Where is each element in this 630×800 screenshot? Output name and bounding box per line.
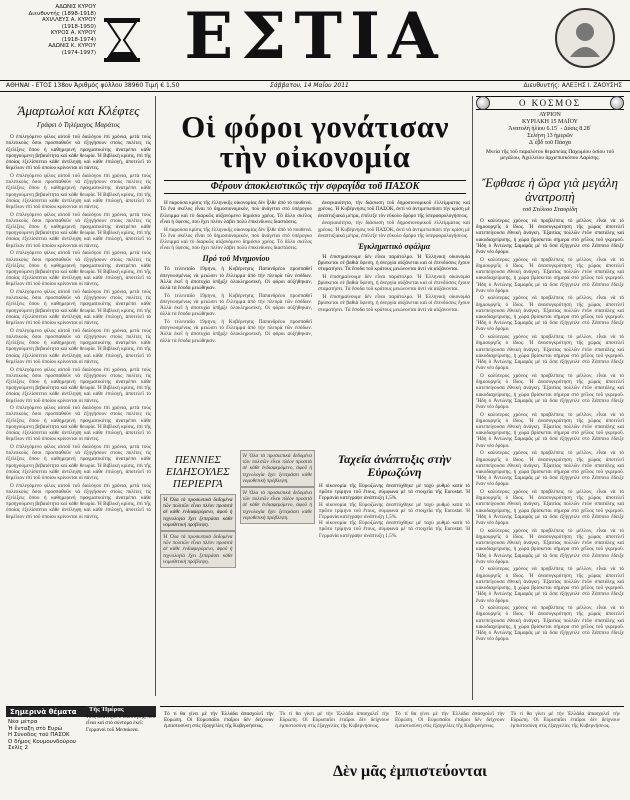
right-article-body-cont: Ο καλύτερος χρόνος νὰ προβλέπεις τὸ μέλλον, εἶναι νὰ τὸ δημιουργεῖς ὁ ἴδιος. Ἡ ἀνασυγκρότηση τῆς χώρας ἀποτελεῖ κατεπείγουσα ἐθνικὴ ἀνάγκη. Ἐξαιτίας πολλῶν ἐτῶν σπατάλης καὶ κακοδιαχείρισης, ἡ χώρα βρίσκεται σήμερα στὸ χεῖλος τοῦ γκρεμοῦ. Ἤδη ὁ Ἀντώνης Σαμαρᾶς μὲ τὰ ὅσα ἐξήγγειλε στὸ Ζάππειο ἔδειξε ἕναν νέο δρόμο. xyxy=(476,411,624,449)
founder-line: ΑΧΙΛΛΕΥΣ Α. ΚΥΡΟΥ xyxy=(42,17,96,23)
masthead xyxy=(0,0,630,80)
main-text-d-cont: Ἡ ἐπισημαίνουμε δὲν εἶναι παράτολμο. Ἡ Ἑλληνικὴ οἰκονομία βρίσκεται σὲ βαθιὰ ὕφεση, ἡ ἀνεργία αὐξάνεται καὶ οἱ ἐπενδύσεις ἔχουν σταματήσει. Τὰ ἔσοδα τοῦ κράτους μειώνονται ἀντὶ νὰ αὐξάνονται. xyxy=(318,274,470,293)
main-headline: Οἱ φόροι γονάτισαν τὴν οἰκονομία xyxy=(181,109,449,174)
eurozone-body-cont: Η οἰκονομία τῆς Εὐρωζώνης ἀναπτύχθηκε μὲ ταχὺ ρυθμὸ κατὰ τὸ πρῶτο τρίμηνο τοῦ ἔτους, σύμφωνα μὲ τὰ στοιχεῖα τῆς Eurostat. Ἡ Γερμανία κατέγραψε ἀνάπτυξη 1,5%. xyxy=(319,520,470,539)
bottom-col: Τὸ τί θα γίνει μὲ τὴν Ἑλλάδα ἀπασχολεῖ τὴν Εὐρώπη. Οἱ Εὐρωπαῖοι ἐταῖροι δὲν δείχνουν ἐμπιστοσύνη στὶς ἐξαγγελίες τῆς Κυβερνήσεως. xyxy=(510,711,620,730)
main-article xyxy=(160,96,470,345)
eurozone-story xyxy=(319,450,470,568)
periergeia-title: ΠΕΝΝΙΕΣ ΕΙΔΗΣΟΥΛΕΣ ΠΕΡΙΕΡΓΑ xyxy=(165,454,230,490)
day-box-body: Τοὺς ἀπάντησε ὁ ἰδιοκτήτης, ποὺ εἶναι καὶ στὸ σύντομα ἐκεῖ: Γερμανοὶ τοῦ Μεσαίωνα. xyxy=(86,714,156,733)
eurozone-body-cont: Η οἰκονομία τῆς Εὐρωζώνης ἀναπτύχθηκε μὲ ταχὺ ρυθμὸ κατὰ τὸ πρῶτο τρίμηνο τοῦ ἔτους, σύμφωνα μὲ τὰ στοιχεῖα τῆς Eurostat. Ἡ Γερμανία κατέγραψε ἀνάπτυξη 1,5%. xyxy=(319,501,470,521)
right-article-body-cont: Ο καλύτερος χρόνος νὰ προβλέπεις τὸ μέλλον, εἶναι νὰ τὸ δημιουργεῖς ὁ ἴδιος. Ἡ ἀνασυγκρότηση τῆς χώρας ἀποτελεῖ κατεπείγουσα ἐθνικὴ ἀνάγκη. Ἐξαιτίας πολλῶν ἐτῶν σπατάλης καὶ κακοδιαχείρισης, ἡ χώρα βρίσκεται σήμερα στὸ χεῖλος τοῦ γκρεμοῦ. Ἤδη ὁ Ἀντώνης Σαμαρᾶς μὲ τὰ ὅσα ἐξήγγειλε στὸ Ζάππειο ἔδειξε ἕναν νέο δρόμο. xyxy=(476,527,624,565)
main-text-a-cont: Η παρούσα κρίσις τῆς ἑλληνικῆς οἰκονομίας δὲν ἦλθε ἀπὸ τὸ πουθενά. Τὸ ἕνα σκέλος εἶναι τὸ δημοσιονομικόν, ποὺ ἀνάγεται στὸ ὑπέρογκο ἔλλειμμα καὶ τὸ διαρκῶς αὐξανόμενο δημόσιο χρέος. Τὸ ἄλλο σκέλος εἶναι ἡ ὕφεσις, ποὺ ἔχει πλέον λάβει πολὺ ἐπικίνδυνες διαστάσεις. xyxy=(160,226,312,252)
sun-icon xyxy=(476,96,490,110)
left-article-body-cont: Ο ἐπιλεγόμενο φίλος αὐτοῦ τοῦ διαλόγου ἐπὶ χρόνια, μετὰ τοὺς πολιτικοὺς ὅσοι προσπαθοῦν νὰ ἐξηγήσουν στοὺς πολίτες τὶς ἐξελίξεις ὅπου ἡ καθημερινὴ πραγματικότης ἀνατρέπει κάθε προηγούμενη βεβαιότητα καὶ κάθε θεωρία. Ἡ Βιβλική κρίσις, ἐπὶ τῆς ὁποίας ἐξελίσσεται κάθε ἀντίληψη καὶ κάθε ἐπιλογή, ἀποτελεῖ τὸ θεμέλιον ἐπὶ τοῦ ὁποίου κρίνονται οἱ πάντες. xyxy=(6,327,151,365)
bottom-col: Τὸ τί θα γίνει μὲ τὴν Ἑλλάδα ἀπασχολεῖ τὴν Εὐρώπη. Οἱ Εὐρωπαῖοι ἐταῖροι δὲν δείχνουν ἐμπιστοσύνη στὶς ἐξαγγελίες τῆς Κυβερνήσεως. xyxy=(395,711,505,730)
issue-number: ΑΘΗΝΑΙ - ΕΤΟΣ 138ον Άριθμός φύλλου 38960 Τιμή € 1,50 xyxy=(6,82,180,89)
periergeia-body-cont: Ἡ Ὁλα τὰ προσωπικὰ δεδομένα τῶν πολιτῶν εἶναι πλέον προσιτὰ σὲ κάθε ἐνδιαφερόμενο, ἀφοῦ ἡ τεχνολογία ἔχει ξεπεράσει κάθε νομοθετικὴ πρόβλεψη. xyxy=(160,531,236,568)
section-error-heading: Ἐγκληματικὸ σφάλμα xyxy=(357,241,431,251)
moon-icon xyxy=(610,96,624,110)
periergeia-box xyxy=(160,450,236,568)
main-text-a: Η παρούσα κρίσις τῆς ἑλληνικῆς οἰκονομίας δὲν ἦλθε ἀπὸ τὸ πουθενά. Τὸ ἕνα σκέλος εἶναι τὸ δημοσιονομικόν, ποὺ ἀνάγεται στὸ ὑπέρογκο ἔλλειμμα καὶ τὸ διαρκῶς αὐξανόμενο δημόσιο χρέος. Τὸ ἄλλο σκέλος εἶναι ἡ ὕφεσις, ποὺ ἔχει πλέον λάβει πολὺ ἐπικίνδυνες διαστάσεις. xyxy=(160,200,312,225)
kosmos-date-line: ΑΥΡΙΟΝ xyxy=(539,112,561,118)
editor-name: Διευθυντής: ΑΛΕΞΗΣ Ι. ΖΑΟΥΣΗΣ xyxy=(523,82,622,89)
right-article-body-cont: Ο καλύτερος χρόνος νὰ προβλέπεις τὸ μέλλον, εἶναι νὰ τὸ δημιουργεῖς ὁ ἴδιος. Ἡ ἀνασυγκρότηση τῆς χώρας ἀποτελεῖ κατεπείγουσα ἐθνικὴ ἀνάγκη. Ἐξαιτίας πολλῶν ἐτῶν σπατάλης καὶ κακοδιαχείρισης, ἡ χώρα βρίσκεται σήμερα στὸ χεῖλος τοῦ γκρεμοῦ. Ἤδη ὁ Ἀντώνης Σαμαρᾶς μὲ τὰ ὅσα ἐξήγγειλε στὸ Ζάππειο ἔδειξε ἕναν νέο δρόμο. xyxy=(476,450,624,488)
issue-date: Σάββατον, 14 Μαΐου 2011 xyxy=(270,82,349,89)
periergeia-body: Ἡ Ὁλα τὰ προσωπικὰ δεδομένα τῶν πολιτῶν εἶναι πλέον προσιτὰ σὲ κάθε ἐνδιαφερόμενο, ἀφοῦ ἡ τεχνολογία ἔχει ξεπεράσει κάθε νομοθετικὴ πρόβλεψη. xyxy=(160,494,236,531)
kosmos-date-line: Ἀνατολὴ ἡλίου 6.15΄ - Δύσις 8.28΄ xyxy=(508,126,592,132)
left-article-body-cont: Ο ἐπιλεγόμενο φίλος αὐτοῦ τοῦ διαλόγου ἐπὶ χρόνια, μετὰ τοὺς πολιτικοὺς ὅσοι προσπαθοῦν νὰ ἐξηγήσουν στοὺς πολίτες τὶς ἐξελίξεις ὅπου ἡ καθημερινὴ πραγματικότης ἀνατρέπει κάθε προηγούμενη βεβαιότητα καὶ κάθε θεωρία. Ἡ Βιβλική κρίσις, ἐπὶ τῆς ὁποίας ἐξελίσσεται κάθε ἀντίληψη καὶ κάθε ἐπιλογή, ἀποτελεῖ τὸ θεμέλιον ἐπὶ τοῦ ὁποίου κρίνονται οἱ πάντες. xyxy=(6,443,151,481)
founder-line: (1918-1950) xyxy=(61,23,96,30)
main-text-b: Τὸ τελευταῖο 19μηνο, ἡ Κυβέρνησις Παπανδρέου προσπαθεῖ ἀπεγνωσμένως νὰ μειώσει τὸ ἔλλειμμα ἀπὸ τὴν πλευρὰ τῶν ἐσόδων. Ἀλλὰ ἐκεῖ ἡ ἀποτυχία ὑπῆρξε ὁλοκληρωτική. Οἱ φόροι αὐξήθηκαν, ἀλλὰ τὰ ἔσοδα μειώθηκαν. xyxy=(160,266,312,291)
main-subheadline: Φέρουν ἀποκλειστικῶς τὴν σφραγίδα τοῦ ΠΑΣΟΚ xyxy=(164,180,466,194)
main-text-b-cont: Τὸ τελευταῖο 19μηνο, ἡ Κυβέρνησις Παπανδρέου προσπαθεῖ ἀπεγνωσμένως νὰ μειώσει τὸ ἔλλειμμα ἀπὸ τὴν πλευρὰ τῶν ἐσόδων. Ἀλλὰ ἐκεῖ ἡ ἀποτυχία ὑπῆρξε ὁλοκληρωτική. Οἱ φόροι αὐξήθηκαν, ἀλλὰ τὰ ἔσοδα μειώθηκαν. xyxy=(160,318,312,344)
left-article-body-cont: Ο ἐπιλεγόμενο φίλος αὐτοῦ τοῦ διαλόγου ἐπὶ χρόνια, μετὰ τοὺς πολιτικοὺς ὅσοι προσπαθοῦν νὰ ἐξηγήσουν στοὺς πολίτες τὶς ἐξελίξεις ὅπου ἡ καθημερινὴ πραγματικότης ἀνατρέπει κάθε προηγούμενη βεβαιότητα καὶ κάθε θεωρία. Ἡ Βιβλική κρίσις, ἐπὶ τῆς ὁποίας ἐξελίσσεται κάθε ἀντίληψη καὶ κάθε ἐπιλογή, ἀποτελεῖ τὸ θεμέλιον ἐπὶ τοῦ ὁποίου κρίνονται οἱ πάντες. xyxy=(6,405,151,443)
kosmos-date-line: ΚΥΡΙΑΚΗ 15 ΜΑΪΟΥ xyxy=(521,119,579,125)
eurozone-headline: Ταχεῖα ἀνάπτυξις στὴν Εὐρωζώνη xyxy=(337,452,452,479)
bottom-story-columns xyxy=(164,711,620,730)
issue-info-bar xyxy=(0,80,630,92)
bottom-col: Τὸ τί θα γίνει μὲ τὴν Ἑλλάδα ἀπασχολεῖ τὴν Εὐρώπη. Οἱ Εὐρωπαῖοι ἐταῖροι δὲν δείχνουν ἐμπιστοσύνη στὶς ἐξαγγελίες τῆς Κυβερνήσεως. xyxy=(279,711,389,730)
topic-item[interactable]: Σελὶς 2 xyxy=(8,745,29,752)
periergeia-box-2 xyxy=(240,450,316,568)
kosmos-title: Ο ΚΟΣΜΟΣ xyxy=(518,97,582,108)
kosmos-date-line: Δ΄ἑβδ τοῦ Πάσχα xyxy=(528,140,572,146)
main-text-d-cont: Ἡ ἐπισημαίνουμε δὲν εἶναι παράτολμο. Ἡ Ἑλληνικὴ οἰκονομία βρίσκεται σὲ βαθιὰ ὕφεση, ἡ ἀνεργία αὐξάνεται καὶ οἱ ἐπενδύσεις ἔχουν σταματήσει. Τὰ ἔσοδα τοῦ κράτους μειώνονται ἀντὶ νὰ αὐξάνονται. xyxy=(318,294,470,313)
left-article-byline: Γράφει ὁ Τηλέμαχος Μαράτος xyxy=(37,121,120,129)
left-article xyxy=(6,96,156,696)
topic-item[interactable]: Η Σύνοδος τοῦ ΠΑΣΟΚ xyxy=(8,732,70,739)
right-article-body-cont: Ο καλύτερος χρόνος νὰ προβλέπεις τὸ μέλλον, εἶναι νὰ τὸ δημιουργεῖς ὁ ἴδιος. Ἡ ἀνασυγκρότηση τῆς χώρας ἀποτελεῖ κατεπείγουσα ἐθνικὴ ἀνάγκη. Ἐξαιτίας πολλῶν ἐτῶν σπατάλης καὶ κακοδιαχείρισης, ἡ χώρα βρίσκεται σήμερα στὸ χεῖλος τοῦ γκρεμοῦ. Ἤδη ὁ Ἀντώνης Σαμαρᾶς μὲ τὰ ὅσα ἐξήγγειλε στὸ Ζάππειο ἔδειξε ἕναν νέο δρόμο. xyxy=(476,566,624,604)
eurozone-body: Η οἰκονομία τῆς Εὐρωζώνης ἀναπτύχθηκε μὲ ταχὺ ρυθμὸ κατὰ τὸ πρῶτο τρίμηνο τοῦ ἔτους, σύμφωνα μὲ τὰ στοιχεῖα τῆς Eurostat. Ἡ Γερμανία κατέγραψε ἀνάπτυξη 1,5%. xyxy=(319,483,470,502)
founder-line: Διευθυντής (1898-1918) xyxy=(28,10,96,17)
column-divider xyxy=(472,96,473,700)
anniversary-badge xyxy=(555,8,615,68)
founder-line: ΑΔΩΝΙΣ Κ. ΚΥΡΟΥ xyxy=(48,43,96,49)
sub-stories xyxy=(160,450,470,568)
topic-item[interactable]: Νέα μέτρα xyxy=(8,719,38,725)
right-article-byline: τοῦ Στέλιου Σταυρίδη xyxy=(522,205,578,213)
right-column xyxy=(476,96,624,644)
right-article-body-cont: Ο καλύτερος χρόνος νὰ προβλέπεις τὸ μέλλον, εἶναι νὰ τὸ δημιουργεῖς ὁ ἴδιος. Ἡ ἀνασυγκρότηση τῆς χώρας ἀποτελεῖ κατεπείγουσα ἐθνικὴ ἀνάγκη. Ἐξαιτίας πολλῶν ἐτῶν σπατάλης καὶ κακοδιαχείρισης, ἡ χώρα βρίσκεται σήμερα στὸ χεῖλος τοῦ γκρεμοῦ. Ἤδη ὁ Ἀντώνης Σαμαρᾶς μὲ τὰ ὅσα ἐξήγγειλε στὸ Ζάππειο ἔδειξε ἕναν νέο δρόμο. xyxy=(476,334,624,372)
main-text-d: Ἡ ἐπισημαίνουμε δὲν εἶναι παράτολμο. Ἡ Ἑλληνικὴ οἰκονομία βρίσκεται σὲ βαθιὰ ὕφεση, ἡ ἀνεργία αὐξάνεται καὶ οἱ ἐπενδύσεις ἔχουν σταματήσει. Τὰ ἔσοδα τοῦ κράτους μειώνονται ἀντὶ νὰ αὐξάνονται. xyxy=(318,253,470,273)
periergeia-body-cont: Ἡ Ὁλα τὰ προσωπικὰ δεδομένα τῶν πολιτῶν εἶναι πλέον προσιτὰ σὲ κάθε ἐνδιαφερόμενο, ἀφοῦ ἡ τεχνολογία ἔχει ξεπεράσει κάθε νομοθετικὴ πρόβλεψη. xyxy=(240,487,316,524)
kosmos-header xyxy=(476,96,624,110)
main-text-c: ἀναγκαιότητα, τὴν διάσωση τοῦ δημοσιονομικοῦ ἐλλείμματος καὶ χρέους. Ἡ Κυβέρνησις τοῦ ΠΑΣΟΚ, ἀντὶ νὰ ἀντιμετωπίσει τὴν κρίση μὲ ἀναπτυξιακὰ μέτρα, ἐπέλεξε τὸν εὔκολο δρόμο τῆς ὑπερφορολογήσεως. xyxy=(318,200,470,219)
left-article-body-cont: Ο ἐπιλεγόμενο φίλος αὐτοῦ τοῦ διαλόγου ἐπὶ χρόνια, μετὰ τοὺς πολιτικοὺς ὅσοι προσπαθοῦν νὰ ἐξηγήσουν στοὺς πολίτες τὶς ἐξελίξεις ὅπου ἡ καθημερινὴ πραγματικότης ἀνατρέπει κάθε προηγούμενη βεβαιότητα καὶ κάθε θεωρία. Ἡ Βιβλική κρίσις, ἐπὶ τῆς ὁποίας ἐξελίσσεται κάθε ἀντίληψη καὶ κάθε ἐπιλογή, ἀποτελεῖ τὸ θεμέλιον ἐπὶ τοῦ ὁποίου κρίνονται οἱ πάντες. xyxy=(6,366,151,404)
right-article-body-cont: Ο καλύτερος χρόνος νὰ προβλέπεις τὸ μέλλον, εἶναι νὰ τὸ δημιουργεῖς ὁ ἴδιος. Ἡ ἀνασυγκρότηση τῆς χώρας ἀποτελεῖ κατεπείγουσα ἐθνικὴ ἀνάγκη. Ἐξαιτίας πολλῶν ἐτῶν σπατάλης καὶ κακοδιαχείρισης, ἡ χώρα βρίσκεται σήμερα στὸ χεῖλος τοῦ γκρεμοῦ. Ἤδη ὁ Ἀντώνης Σαμαρᾶς μὲ τὰ ὅσα ἐξήγγειλε στὸ Ζάππειο ἔδειξε ἕναν νέο δρόμο. xyxy=(476,295,624,333)
left-article-body: Ο ἐπιλεγόμενο φίλος αὐτοῦ τοῦ διαλόγου ἐπὶ χρόνια, μετὰ τοὺς πολιτικοὺς ὅσοι προσπαθοῦν νὰ ἐξηγήσουν στοὺς πολίτες τὶς ἐξελίξεις ὅπου ἡ καθημερινὴ πραγματικότης ἀνατρέπει κάθε προηγούμενη βεβαιότητα καὶ κάθε θεωρία. Ἡ Βιβλική κρίσις, ἐπὶ τῆς ὁποίας ἐξελίσσεται κάθε ἀντίληψη καὶ κάθε ἐπιλογή, ἀποτελεῖ τὸ θεμέλιον ἐπὶ τοῦ ὁποίου κρίνονται οἱ πάντες. xyxy=(6,134,151,172)
founder-line: (1918-1974) xyxy=(61,36,96,43)
portrait-icon xyxy=(560,13,610,63)
left-article-body-cont: Ο ἐπιλεγόμενο φίλος αὐτοῦ τοῦ διαλόγου ἐπὶ χρόνια, μετὰ τοὺς πολιτικοὺς ὅσοι προσπαθοῦν νὰ ἐξηγήσουν στοὺς πολίτες τὶς ἐξελίξεις ὅπου ἡ καθημερινὴ πραγματικότης ἀνατρέπει κάθε προηγούμενη βεβαιότητα καὶ κάθε θεωρία. Ἡ Βιβλική κρίσις, ἐπὶ τῆς ὁποίας ἐξελίσσεται κάθε ἀντίληψη καὶ κάθε ἐπιλογή, ἀποτελεῖ τὸ θεμέλιον ἐπὶ τοῦ ὁποίου κρίνονται οἱ πάντες. xyxy=(6,172,151,210)
founder-line: ΚΥΡΟΣ Α. ΚΥΡΟΥ xyxy=(50,30,96,36)
bottom-story xyxy=(160,706,624,800)
left-article-headline: Άμαρτωλοί και Κλέφτες xyxy=(17,103,140,118)
right-article-body-cont: Ο καλύτερος χρόνος νὰ προβλέπεις τὸ μέλλον, εἶναι νὰ τὸ δημιουργεῖς ὁ ἴδιος. Ἡ ἀνασυγκρότηση τῆς χώρας ἀποτελεῖ κατεπείγουσα ἐθνικὴ ἀνάγκη. Ἐξαιτίας πολλῶν ἐτῶν σπατάλης καὶ κακοδιαχείρισης, ἡ χώρα βρίσκεται σήμερα στὸ χεῖλος τοῦ γκρεμοῦ. Ἤδη ὁ Ἀντώνης Σαμαρᾶς μὲ τὰ ὅσα ἐξήγγειλε στὸ Ζάππειο ἔδειξε ἕναν νέο δρόμο. xyxy=(476,372,624,410)
section-memorandum-heading: Πρό τοῦ Μνημονίου xyxy=(202,254,270,264)
bottom-col: Τὸ τί θα γίνει μὲ τὴν Ἑλλάδα ἀπασχολεῖ τὴν Εὐρώπη. Οἱ Εὐρωπαῖοι ἐταῖροι δὲν δείχνουν ἐμπιστοσύνη στὶς ἐξαγγελίες τῆς Κυβερνήσεως. xyxy=(164,711,274,730)
right-article-body: Ο καλύτερος χρόνος νὰ προβλέπεις τὸ μέλλον, εἶναι νὰ τὸ δημιουργεῖς ὁ ἴδιος. Ἡ ἀνασυγκρότηση τῆς χώρας ἀποτελεῖ κατεπείγουσα ἐθνικὴ ἀνάγκη. Ἐξαιτίας πολλῶν ἐτῶν σπατάλης καὶ κακοδιαχείρισης, ἡ χώρα βρίσκεται σήμερα στὸ χεῖλος τοῦ γκρεμοῦ. Ἤδη ὁ Ἀντώνης Σαμαρᾶς μὲ τὰ ὅσα ἐξήγγειλε στὸ Ζάππειο ἔδειξε ἕναν νέο δρόμο. xyxy=(476,218,624,256)
kosmos-date-line: Σελήνη 13 ἡμερῶν xyxy=(527,133,573,139)
day-box-title: Τῆς Ἡμέρας xyxy=(86,706,156,714)
kosmos-note: Μνεία τῆς τοῦ παραλύτου θεραπείας Παχωμίου ὁσίου τοῦ μεγάλου, Ἀχιλλείου ἀρχιεπισκόπου Λαρίσης. xyxy=(485,149,615,162)
left-article-body-cont: Ο ἐπιλεγόμενο φίλος αὐτοῦ τοῦ διαλόγου ἐπὶ χρόνια, μετὰ τοὺς πολιτικοὺς ὅσοι προσπαθοῦν νὰ ἐξηγήσουν στοὺς πολίτες τὶς ἐξελίξεις ὅπου ἡ καθημερινὴ πραγματικότης ἀνατρέπει κάθε προηγούμενη βεβαιότητα καὶ κάθε θεωρία. Ἡ Βιβλική κρίσις, ἐπὶ τῆς ὁποίας ἐξελίσσεται κάθε ἀντίληψη καὶ κάθε ἐπιλογή, ἀποτελεῖ τὸ θεμέλιον ἐπὶ τοῦ ὁποίου κρίνονται οἱ πάντες. xyxy=(6,482,151,520)
topic-item[interactable]: Ἡ ἕνταξη στὸ Ευρώ xyxy=(8,725,63,732)
sub-story-columns xyxy=(160,450,470,568)
newspaper-title: ΕΣΤΙΑ xyxy=(184,0,446,74)
main-column-1 xyxy=(160,200,312,345)
periergeia-body-cont: Ἡ Ὁλα τὰ προσωπικὰ δεδομένα τῶν πολιτῶν εἶναι πλέον προσιτὰ σὲ κάθε ἐνδιαφερόμενο, ἀφοῦ ἡ τεχνολογία ἔχει ξεπεράσει κάθε νομοθετικὴ πρόβλεψη. xyxy=(240,450,316,487)
founder-line: ΑΔΩΝΙΣ ΚΥΡΟΥ xyxy=(55,4,96,10)
main-text-b-cont: Τὸ τελευταῖο 19μηνο, ἡ Κυβέρνησις Παπανδρέου προσπαθεῖ ἀπεγνωσμένως νὰ μειώσει τὸ ἔλλειμμα ἀπὸ τὴν πλευρὰ τῶν ἐσόδων. Ἀλλὰ ἐκεῖ ἡ ἀποτυχία ὑπῆρξε ὁλοκληρωτική. Οἱ φόροι αὐξήθηκαν, ἀλλὰ τὰ ἔσοδα μειώθηκαν. xyxy=(160,292,312,318)
hourglass-logo-icon xyxy=(96,14,148,66)
main-text-c-cont: ἀναγκαιότητα, τὴν διάσωση τοῦ δημοσιονομικοῦ ἐλλείμματος καὶ χρέους. Ἡ Κυβέρνησις τοῦ ΠΑΣΟΚ, ἀντὶ νὰ ἀντιμετωπίσει τὴν κρίση μὲ ἀναπτυξιακὰ μέτρα, ἐπέλεξε τὸν εὔκολο δρόμο τῆς ὑπερφορολογήσεως. xyxy=(318,220,470,239)
right-article-body-cont: Ο καλύτερος χρόνος νὰ προβλέπεις τὸ μέλλον, εἶναι νὰ τὸ δημιουργεῖς ὁ ἴδιος. Ἡ ἀνασυγκρότηση τῆς χώρας ἀποτελεῖ κατεπείγουσα ἐθνικὴ ἀνάγκη. Ἐξαιτίας πολλῶν ἐτῶν σπατάλης καὶ κακοδιαχείρισης, ἡ χώρα βρίσκεται σήμερα στὸ χεῖλος τοῦ γκρεμοῦ. Ἤδη ὁ Ἀντώνης Σαμαρᾶς μὲ τὰ ὅσα ἐξήγγειλε στὸ Ζάππειο ἔδειξε ἕναν νέο δρόμο. xyxy=(476,605,624,643)
founder-line: (1974-1997) xyxy=(61,49,96,56)
topic-item[interactable]: Ο δήμος Κουμουνδούρου xyxy=(8,738,76,745)
topics-title: Σημερινὰ θέματα xyxy=(6,707,156,717)
right-article-body-cont: Ο καλύτερος χρόνος νὰ προβλέπεις τὸ μέλλον, εἶναι νὰ τὸ δημιουργεῖς ὁ ἴδιος. Ἡ ἀνασυγκρότηση τῆς χώρας ἀποτελεῖ κατεπείγουσα ἐθνικὴ ἀνάγκη. Ἐξαιτίας πολλῶν ἐτῶν σπατάλης καὶ κακοδιαχείρισης, ἡ χώρα βρίσκεται σήμερα στὸ χεῖλος τοῦ γκρεμοῦ. Ἤδη ὁ Ἀντώνης Σαμαρᾶς μὲ τὰ ὅσα ἐξήγγειλε στὸ Ζάππειο ἔδειξε ἕναν νέο δρόμο. xyxy=(476,256,624,294)
day-box xyxy=(86,706,156,800)
left-article-body-cont: Ο ἐπιλεγόμενο φίλος αὐτοῦ τοῦ διαλόγου ἐπὶ χρόνια, μετὰ τοὺς πολιτικοὺς ὅσοι προσπαθοῦν νὰ ἐξηγήσουν στοὺς πολίτες τὶς ἐξελίξεις ὅπου ἡ καθημερινὴ πραγματικότης ἀνατρέπει κάθε προηγούμενη βεβαιότητα καὶ κάθε θεωρία. Ἡ Βιβλική κρίσις, ἐπὶ τῆς ὁποίας ἐξελίσσεται κάθε ἀντίληψη καὶ κάθε ἐπιλογή, ἀποτελεῖ τὸ θεμέλιον ἐπὶ τοῦ ὁποίου κρίνονται οἱ πάντες. xyxy=(6,250,151,288)
founders-list xyxy=(6,4,96,56)
bottom-story-headline: Δὲν μᾶς ἐμπιστεύονται xyxy=(332,763,488,780)
left-article-body-cont: Ο ἐπιλεγόμενο φίλος αὐτοῦ τοῦ διαλόγου ἐπὶ χρόνια, μετὰ τοὺς πολιτικοὺς ὅσοι προσπαθοῦν νὰ ἐξηγήσουν στοὺς πολίτες τὶς ἐξελίξεις ὅπου ἡ καθημερινὴ πραγματικότης ἀνατρέπει κάθε προηγούμενη βεβαιότητα καὶ κάθε θεωρία. Ἡ Βιβλική κρίσις, ἐπὶ τῆς ὁποίας ἐξελίσσεται κάθε ἀντίληψη καὶ κάθε ἐπιλογή, ἀποτελεῖ τὸ θεμέλιον ἐπὶ τοῦ ὁποίου κρίνονται οἱ πάντες. xyxy=(6,289,151,327)
right-article-body-cont: Ο καλύτερος χρόνος νὰ προβλέπεις τὸ μέλλον, εἶναι νὰ τὸ δημιουργεῖς ὁ ἴδιος. Ἡ ἀνασυγκρότηση τῆς χώρας ἀποτελεῖ κατεπείγουσα ἐθνικὴ ἀνάγκη. Ἐξαιτίας πολλῶν ἐτῶν σπατάλης καὶ κακοδιαχείρισης, ἡ χώρα βρίσκεται σήμερα στὸ χεῖλος τοῦ γκρεμοῦ. Ἤδη ὁ Ἀντώνης Σαμαρᾶς μὲ τὰ ὅσα ἐξήγγειλε στὸ Ζάππειο ἔδειξε ἕναν νέο δρόμο. xyxy=(476,489,624,527)
right-article-headline: Ἔφθασε ἡ ὥρα γιὰ μεγάλη ἀνατροπὴ xyxy=(482,174,618,204)
left-article-body-cont: Ο ἐπιλεγόμενο φίλος αὐτοῦ τοῦ διαλόγου ἐπὶ χρόνια, μετὰ τοὺς πολιτικοὺς ὅσοι προσπαθοῦν νὰ ἐξηγήσουν στοὺς πολίτες τὶς ἐξελίξεις ὅπου ἡ καθημερινὴ πραγματικότης ἀνατρέπει κάθε προηγούμενη βεβαιότητα καὶ κάθε θεωρία. Ἡ Βιβλική κρίσις, ἐπὶ τῆς ὁποίας ἐξελίσσεται κάθε ἀντίληψη καὶ κάθε ἐπιλογή, ἀποτελεῖ τὸ θεμέλιον ἐπὶ τοῦ ὁποίου κρίνονται οἱ πάντες. xyxy=(6,211,151,249)
main-article-columns xyxy=(160,200,470,345)
main-column-2 xyxy=(318,200,470,345)
